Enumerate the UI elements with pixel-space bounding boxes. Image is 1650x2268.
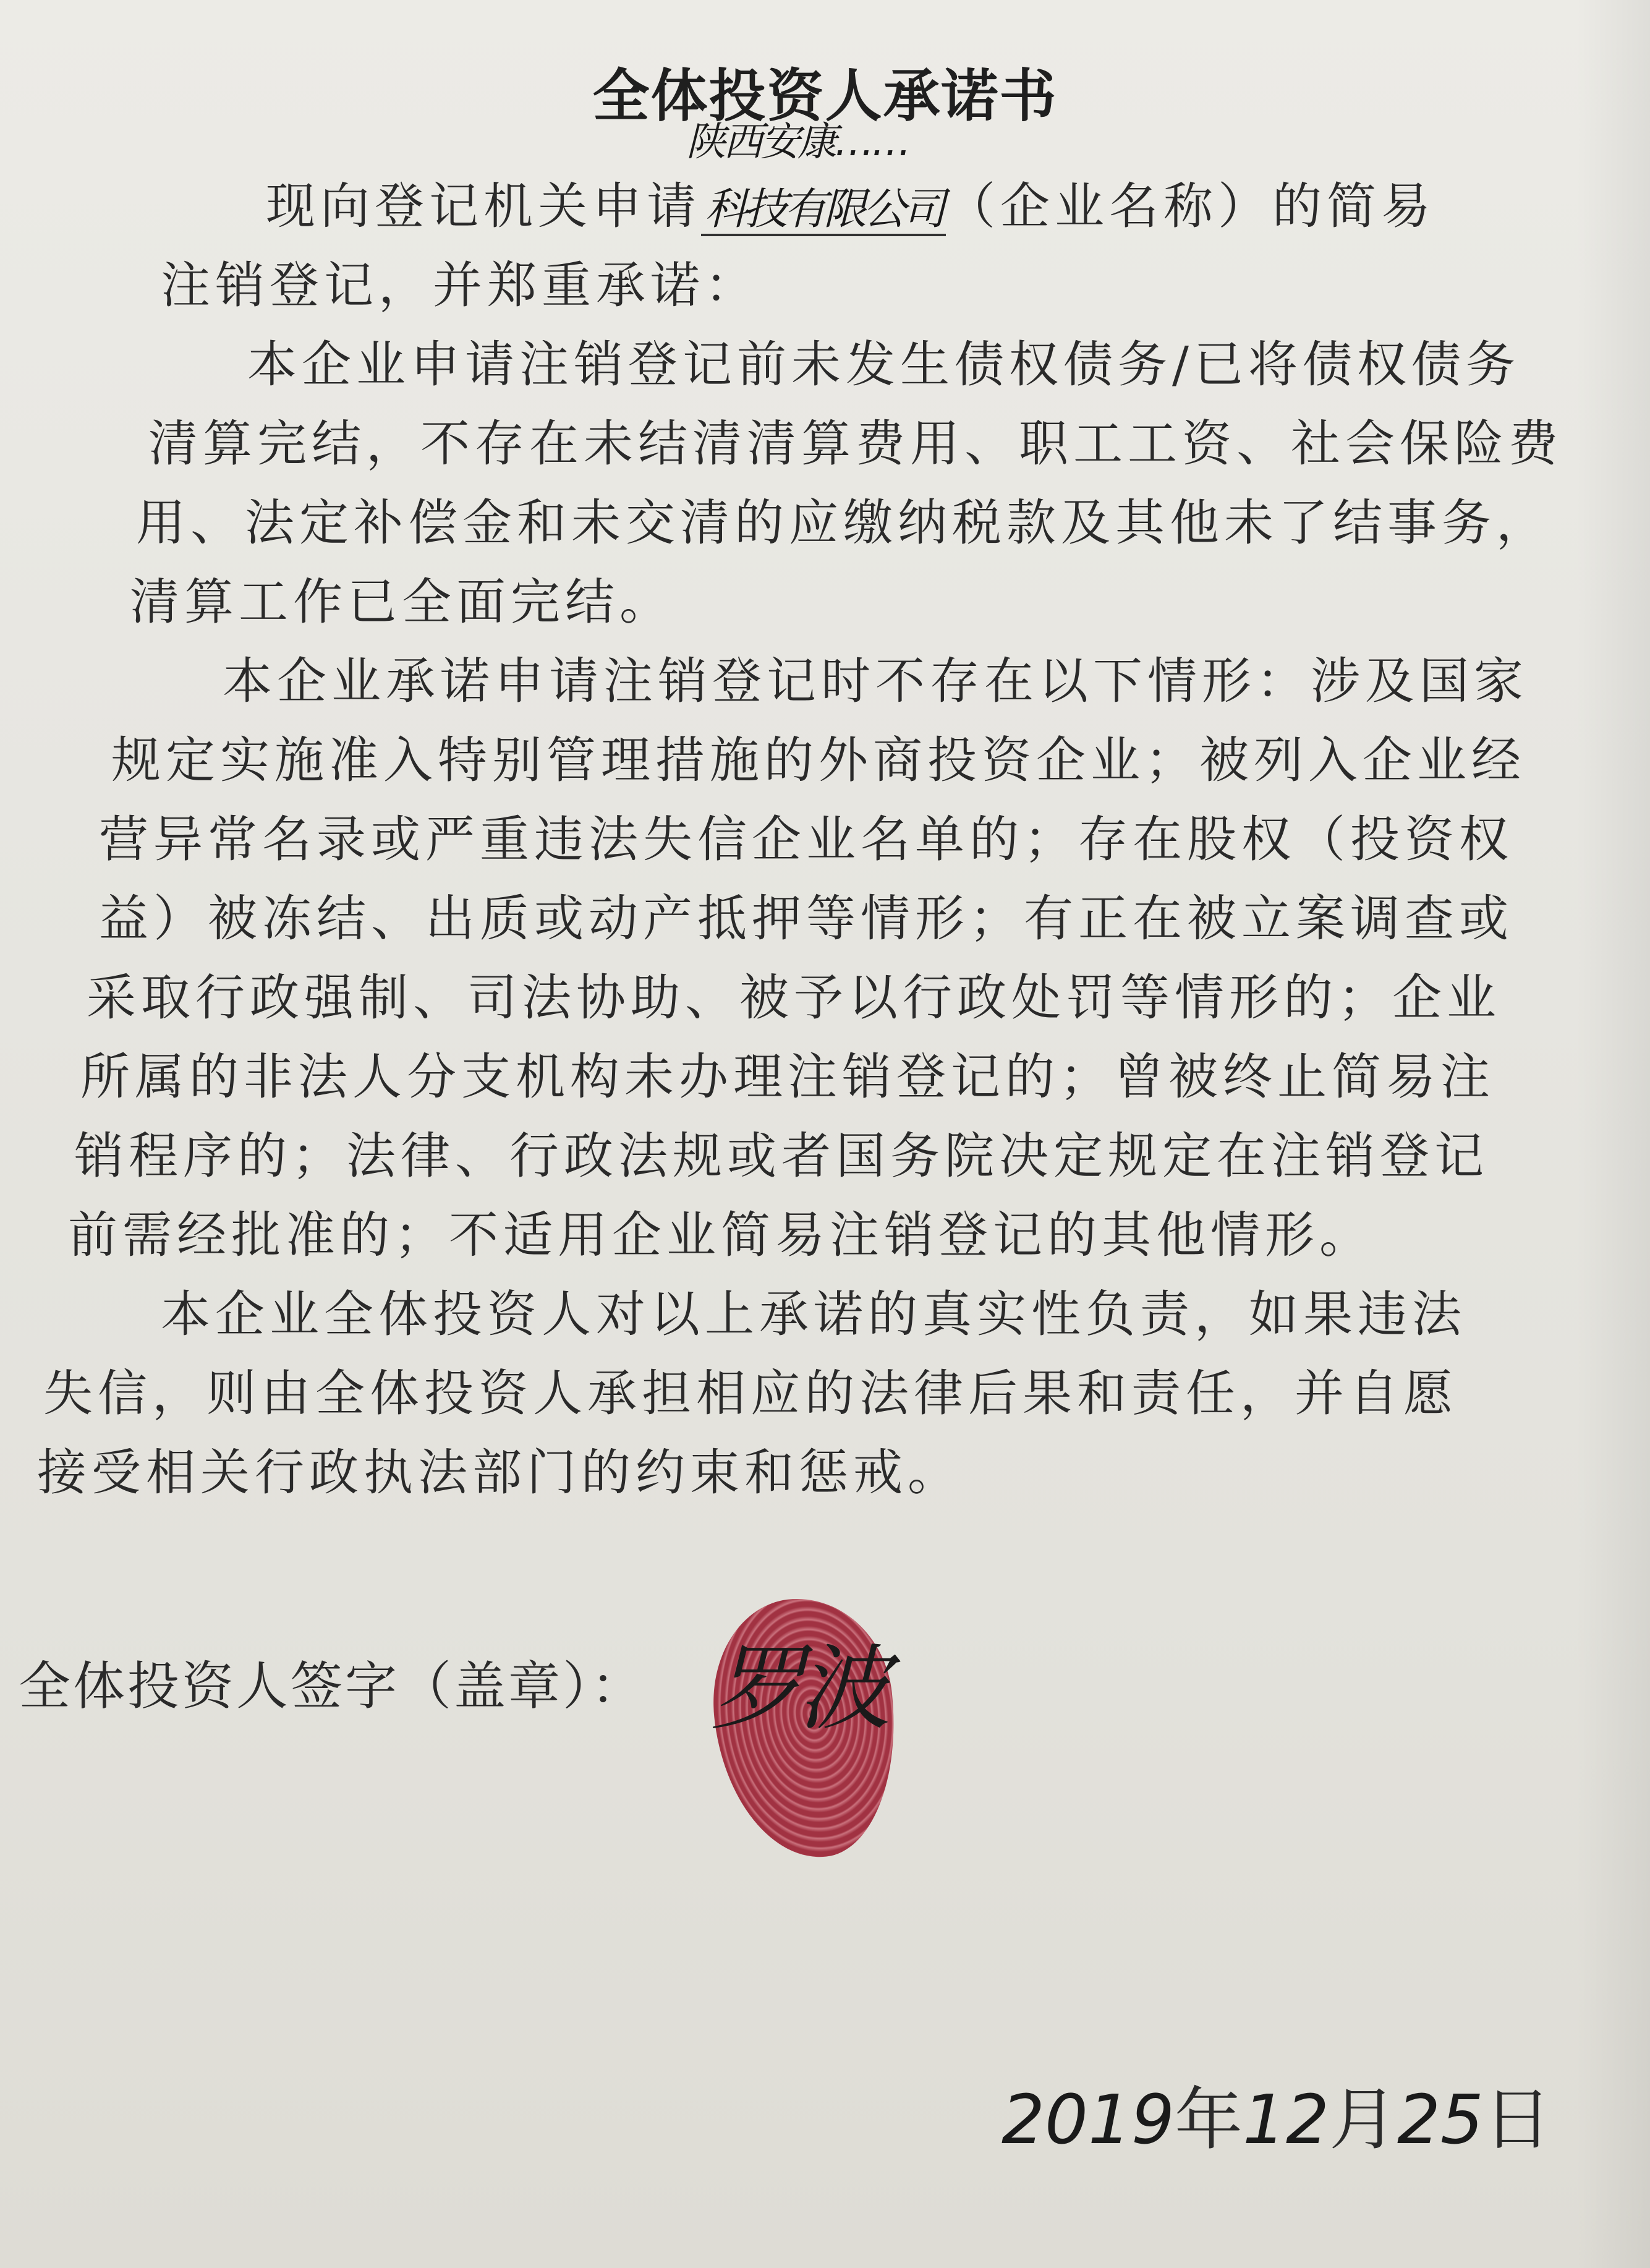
body-line: 本企业全体投资人对以上承诺的真实性负责，如果违法 bbox=[161, 1285, 1466, 1343]
body-line: 益）被冻结、出质或动产抵押等情形；有正在被立案调查或 bbox=[99, 890, 1513, 947]
signing-date bbox=[1001, 2065, 1552, 2163]
body-line: 接受相关行政执法部门的约束和惩戒。 bbox=[37, 1444, 962, 1501]
intro-suffix: （企业名称）的简易 bbox=[946, 177, 1435, 235]
handwritten-subtitle: 陕西安康…… bbox=[686, 119, 909, 165]
handwritten-company-name: 科技有限公司 bbox=[701, 184, 946, 236]
body-line: 所属的非法人分支机构未办理注销登记的；曾被终止简易注 bbox=[80, 1048, 1495, 1106]
body-line: 失信，则由全体投资人承担相应的法律后果和责任，并自愿 bbox=[43, 1365, 1458, 1422]
body-line: 销程序的；法律、行政法规或者国务院决定规定在注销登记 bbox=[74, 1127, 1489, 1185]
body-line: 清算工作已全面完结。 bbox=[130, 573, 674, 631]
date-day: 25 bbox=[1397, 2080, 1484, 2159]
body-line: 用、法定补偿金和未交清的应缴纳税款及其他未了结事务， bbox=[136, 494, 1550, 552]
body-line: 清算完结，不存在未结清清算费用、职工工资、社会保险费 bbox=[148, 415, 1563, 472]
date-year-unit: 年 bbox=[1174, 2080, 1243, 2159]
body-line: 前需经批准的；不适用企业简易注销登记的其他情形。 bbox=[68, 1206, 1374, 1264]
body-line: 规定实施准入特别管理措施的外商投资企业；被列入企业经 bbox=[111, 731, 1526, 789]
body-line: 采取行政强制、司法协助、被予以行政处罚等情形的；企业 bbox=[87, 969, 1501, 1026]
date-month-unit: 月 bbox=[1329, 2080, 1397, 2159]
date-month: 12 bbox=[1242, 2080, 1329, 2159]
intro-line bbox=[37, 167, 1620, 246]
body-line: 本企业承诺申请注销登记时不存在以下情形：涉及国家 bbox=[223, 652, 1528, 710]
signature-label: 全体投资人签字（盖章）： bbox=[19, 1656, 646, 1716]
intro-prefix: 现向登记机关申请 bbox=[266, 177, 701, 235]
handwritten-signature: 罗波 bbox=[711, 1635, 885, 1743]
date-year: 2019 bbox=[1001, 2080, 1175, 2159]
body-line: 注销登记，并郑重承诺： bbox=[161, 257, 759, 314]
date-day-unit: 日 bbox=[1483, 2080, 1552, 2159]
body-line: 营异常名录或严重违法失信企业名单的；存在股权（投资权 bbox=[99, 811, 1513, 868]
document-title: 全体投资人承诺书 bbox=[592, 62, 1058, 129]
body-line: 本企业申请注销登记前未发生债权债务/已将债权债务 bbox=[247, 336, 1520, 393]
document-body bbox=[37, 167, 1620, 1512]
